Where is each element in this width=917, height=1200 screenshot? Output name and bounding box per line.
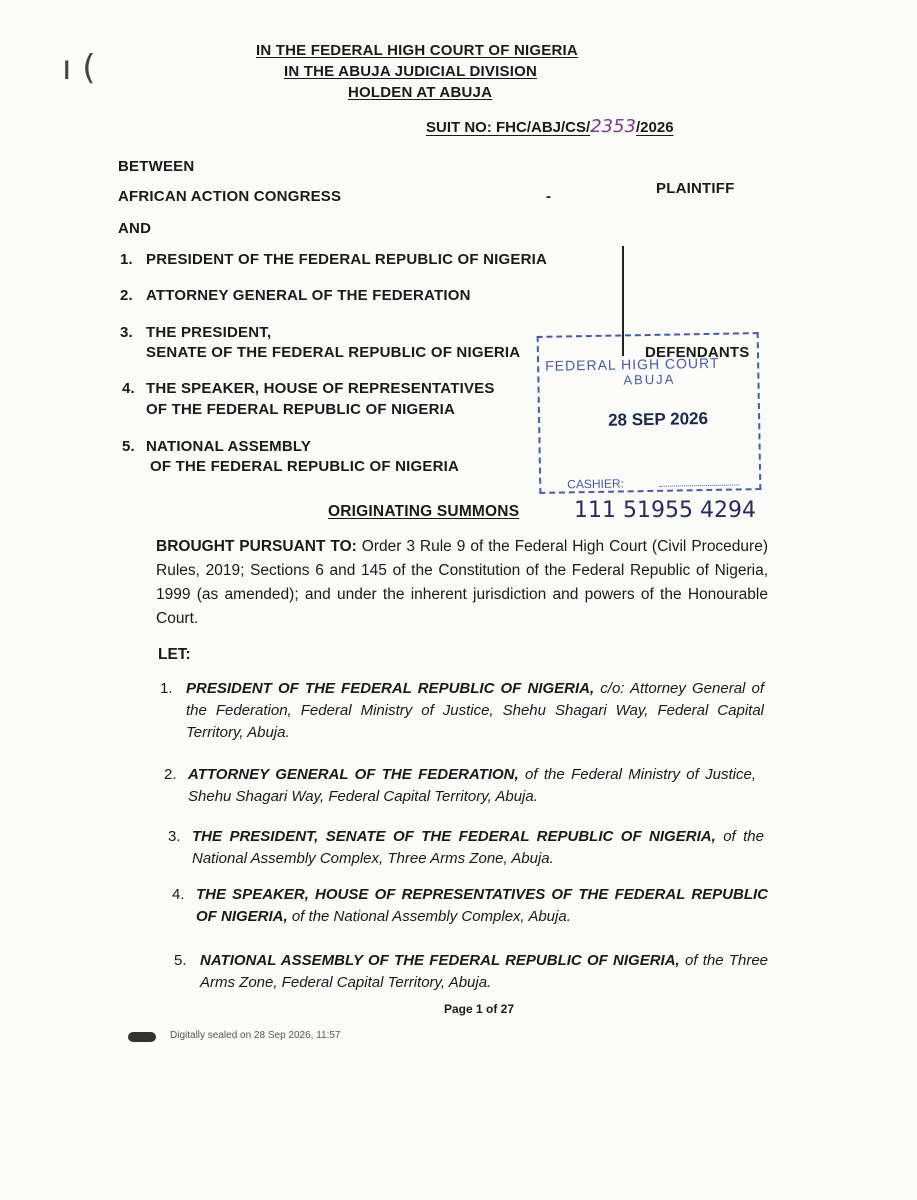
defendant-2-name: ATTORNEY GENERAL OF THE FEDERATION [146,287,471,304]
let-item-2-number: 2. [164,766,177,783]
let-item-5-address: of the Three Arms Zone, Federal Capital Territory, Abuja. [200,952,769,991]
defendant-5-name-line2: OF THE FEDERAL REPUBLIC OF NIGERIA [150,458,460,475]
receipt-handwritten-number: 111 51955 4294 [574,498,756,523]
digital-seal-icon [128,1032,156,1042]
margin-handwriting-mark: ı ( [62,48,96,88]
let-item-5-number: 5. [174,952,187,969]
plaintiff-name: AFRICAN ACTION CONGRESS [118,188,342,205]
plaintiff-role: PLAINTIFF [656,180,735,197]
and-label: AND [118,220,152,237]
pursuant-text: Order 3 Rule 9 of the Federal High Court (Civil Procedure) Rules, 2019; Sections 6 and 145 of the Constitution of the Federal Republic of Nigeria, 1999 (as amended); and under the inherent jurisdiction and powers of the Honourable Court. [156,538,768,627]
suit-suffix: /2026 [636,119,674,136]
plaintiff-dash: - [546,188,552,205]
let-item-4-name: THE SPEAKER, HOUSE OF REPRESENTATIVES OF THE FEDERAL REPUBLIC OF NIGERIA, [196,886,768,925]
defendant-3-name: THE PRESIDENT, [146,324,272,341]
let-item-4-address: of the National Assembly Complex, Abuja. [291,908,571,925]
let-item-3-name: THE PRESIDENT, SENATE OF THE FEDERAL REPUBLIC OF NIGERIA, [192,828,716,845]
defendant-5-name: NATIONAL ASSEMBLY [146,438,312,455]
let-item-1-number: 1. [160,680,173,697]
let-item-1-name: PRESIDENT OF THE FEDERAL REPUBLIC OF NIGERIA, [186,680,595,697]
between-label: BETWEEN [118,158,195,175]
let-item-1-address: c/o: Attorney General of the Federation, Federal Ministry of Justice, Shehu Shagari Way, Federal Capital Territory, Abuja. [186,680,765,741]
let-item-4-number: 4. [172,886,185,903]
let-item-3-address: of the National Assembly Complex, Three Arms Zone, Abuja. [192,828,764,867]
defendant-2-number: 2. [120,287,133,304]
stamp-date: 28 SEP 2026 [607,408,709,430]
suit-prefix: SUIT NO: FHC/ABJ/CS/ [426,119,591,136]
defendant-4-number: 4. [122,380,135,397]
let-item-3-number: 3. [168,828,181,845]
summons-title: ORIGINATING SUMMONS [328,503,520,520]
let-item-2-address: of the Federal Ministry of Justice, Shehu Shagari Way, Federal Capital Territory, Abuja. [188,766,756,805]
defendant-4-name: THE SPEAKER, HOUSE OF REPRESENTATIVES [146,380,495,397]
court-heading-line2: IN THE ABUJA JUDICIAL DIVISION [284,63,537,80]
court-filing-stamp [537,332,762,494]
let-item-2-name: ATTORNEY GENERAL OF THE FEDERATION, [188,766,519,783]
let-item-4 [196,884,768,928]
digital-seal-text: Digitally sealed on 28 Sep 2026, 11:57 [170,1030,341,1041]
pursuant-label: BROUGHT PURSUANT TO: [156,538,357,555]
brought-pursuant-paragraph [156,535,768,631]
let-item-2 [188,764,756,808]
stamp-court-name: FEDERAL HIGH COURT [545,354,720,374]
stamp-cashier-label: CASHIER: [567,476,625,492]
let-item-5-name: NATIONAL ASSEMBLY OF THE FEDERAL REPUBLIC OF NIGERIA, [200,952,680,969]
defendant-3-number: 3. [120,324,133,341]
court-heading-line3: HOLDEN AT ABUJA [348,84,493,101]
defendants-role: DEFENDANTS [645,344,750,361]
let-item-1 [186,678,764,744]
suit-number [426,116,674,137]
let-item-3 [192,826,764,870]
stamp-signature [659,466,739,486]
page-number-footer: Page 1 of 27 [444,1002,515,1016]
suit-handwritten-number: 2353 [590,116,636,137]
defendant-1-number: 1. [120,251,133,268]
defendant-4-name-line2: OF THE FEDERAL REPUBLIC OF NIGERIA [146,401,456,418]
let-label: LET: [158,646,191,663]
stamp-location: ABUJA [623,371,676,388]
court-heading-line1: IN THE FEDERAL HIGH COURT OF NIGERIA [256,42,578,59]
defendant-5-number: 5. [122,438,135,455]
defendant-3-name-line2: SENATE OF THE FEDERAL REPUBLIC OF NIGERIA [146,344,521,361]
let-item-5 [200,950,768,994]
defendant-1-name: PRESIDENT OF THE FEDERAL REPUBLIC OF NIGERIA [146,251,548,268]
